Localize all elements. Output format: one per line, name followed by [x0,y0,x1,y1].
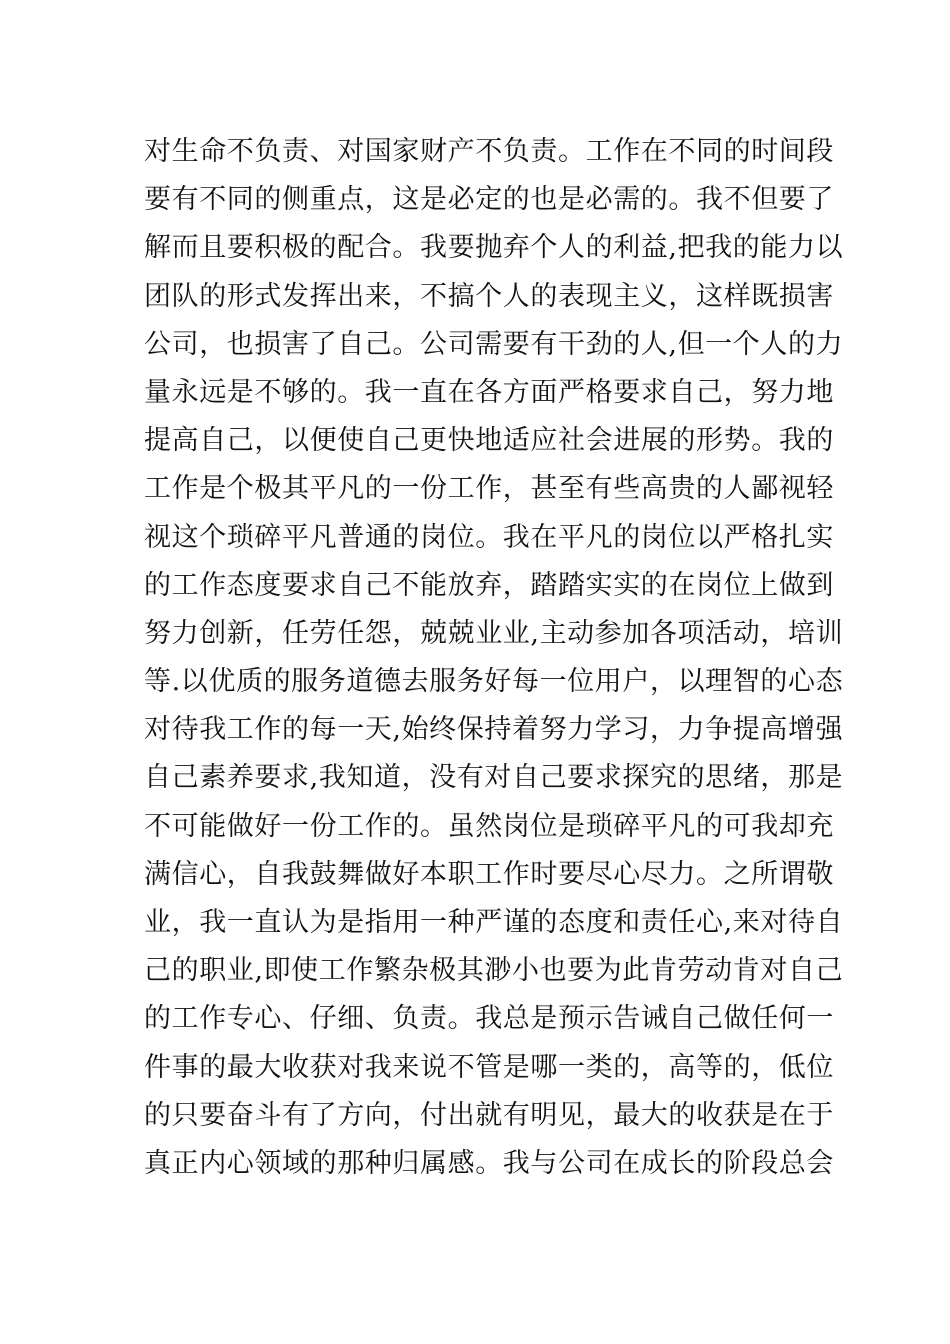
text-line: 自己素养要求,我知道，没有对自己要求探究的思绪，那是 [144,762,844,794]
text-line: 不可能做好一份工作的。虽然岗位是琐碎平凡的可我却充 [144,810,834,842]
text-line: 件事的最大收获对我来说不管是哪一类的，高等的，低位 [144,1051,834,1083]
text-line: 的工作态度要求自己不能放弃，踏踏实实的在岗位上做到 [144,569,834,601]
text-line: 视这个琐碎平凡普通的岗位。我在平凡的岗位以严格扎实 [144,521,834,553]
text-line: 努力创新，任劳任怨，兢兢业业,主动参加各项活动，培训 [144,617,844,649]
text-line: 对生命不负责、对国家财产不负责。工作在不同的时间段 [144,136,834,167]
text-line: 的工作专心、仔细、负责。我总是预示告诫自己做任何一 [144,1003,834,1035]
text-line: 团队的形式发挥出来，不搞个人的表现主义，这样既损害 [144,280,834,312]
text-line: 真正内心领域的那种归属感。我与公司在成长的阶段总会 [144,1147,834,1179]
text-line: 的只要奋斗有了方向，付出就有明见，最大的收获是在于 [144,1099,834,1131]
text-line: 工作是个极其平凡的一份工作，甚至有些高贵的人鄙视轻 [144,473,834,505]
text-line: 要有不同的侧重点，这是必定的也是必需的。我不但要了 [144,184,834,216]
text-line: 己的职业,即使工作繁杂极其渺小也要为此肯劳动肯对自己 [144,955,844,987]
text-line: 对待我工作的每一天,始终保持着努力学习，力争提高增强 [144,714,844,746]
text-line: 满信心，自我鼓舞做好本职工作时要尽心尽力。之所谓敬 [144,858,834,890]
body-paragraph [144,128,844,1188]
text-line: 提高自己，以便使自己更快地适应社会进展的形势。我的 [144,425,834,457]
text-line: 等.以优质的服务道德去服务好每一位用户，以理智的心态 [144,666,844,698]
text-line: 解而且要积极的配合。我要抛弃个人的利益,把我的能力以 [144,232,844,264]
text-line: 公司，也损害了自己。公司需要有干劲的人,但一个人的力 [144,328,844,360]
text-line: 业，我一直认为是指用一种严谨的态度和责任心,来对待自 [144,907,844,938]
text-line: 量永远是不够的。我一直在各方面严格要求自己，努力地 [144,376,834,408]
